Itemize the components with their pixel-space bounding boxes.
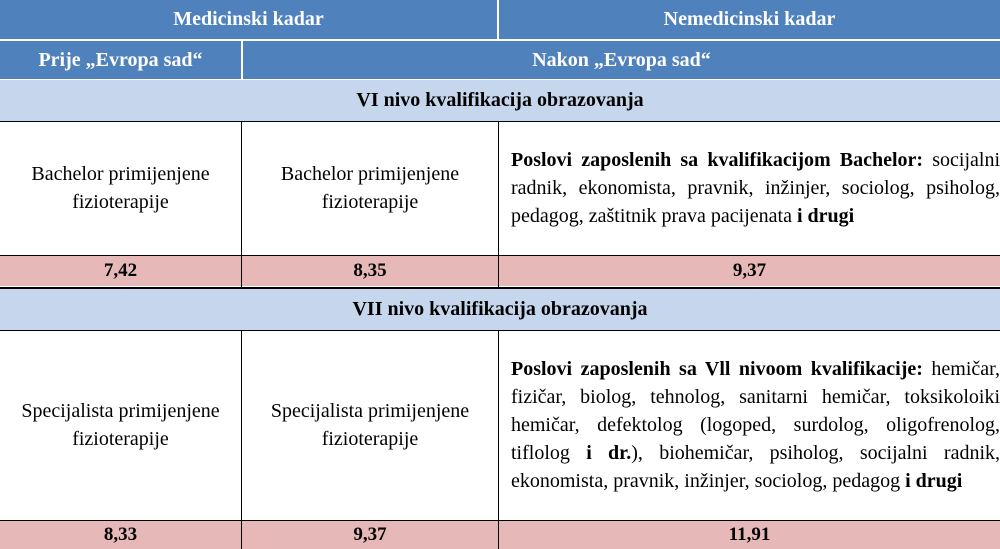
- grid-line: [0, 520, 1000, 521]
- vii-col3-end: i drugi: [905, 470, 963, 492]
- vi-value-nemedicinski: 9,37: [499, 256, 1000, 286]
- header-prije: Prije „Evropa sad“: [0, 41, 241, 79]
- vi-col3-text: [499, 122, 1000, 254]
- header-divider: [497, 0, 499, 39]
- vii-col1-text: Specijalista primijenjene fizioterapije: [21, 400, 220, 450]
- vi-col3-body: socijalni radnik, ekonomista, pravnik, inžinjer, sociolog, psiholog, pedagog, zaštitnik prava pacijenata: [511, 149, 1000, 227]
- grid-line: [0, 330, 1000, 331]
- vii-col3-body: hemičar, fizičar, biolog, tehnolog, sanitarni hemičar, toksikoloiki hemičar, defektolog (logoped, surdolog, oligofrenolog, tiflolog: [511, 358, 1000, 464]
- grid-line: [498, 121, 499, 288]
- vi-col3-heading: Poslovi zaposlenih sa kvalifikacijom Bachelor:: [511, 149, 924, 171]
- grid-line: [241, 330, 242, 549]
- grid-line: [0, 255, 1000, 256]
- header-nakon: Nakon „Evropa sad“: [243, 41, 1000, 79]
- header-nemedicinski: Nemedicinski kadar: [499, 0, 1000, 39]
- vii-value-nemedicinski: 11,91: [499, 521, 1000, 549]
- vi-col2-text: Bachelor primijenjene fizioterapije: [280, 163, 460, 213]
- section-title-vi: VI nivo kvalifikacija obrazovanja: [0, 80, 1000, 121]
- vii-col3-body2: ), biohemičar, psiholog, socijalni radnik, ekonomista, pravnik, inžinjer, sociolog, pedagog: [511, 442, 1000, 492]
- grid-line: [0, 287, 1000, 289]
- vii-col3-text: [499, 331, 1000, 519]
- grid-line: [498, 330, 499, 549]
- header-divider: [0, 39, 1000, 41]
- grid-line: [0, 121, 1000, 122]
- vi-col1-text: Bachelor primijenjene fizioterapije: [31, 163, 210, 213]
- vii-value-prije: 8,33: [0, 521, 241, 549]
- vi-value-nakon-medicinski: 8,35: [242, 256, 498, 286]
- header-medicinski: Medicinski kadar: [0, 0, 497, 39]
- vii-col3-mid: i dr.: [586, 442, 632, 464]
- header-divider: [241, 41, 243, 79]
- section-title-vii: VII nivo kvalifikacija obrazovanja: [0, 289, 1000, 330]
- grid-line: [241, 121, 242, 288]
- vi-value-prije: 7,42: [0, 256, 241, 286]
- vi-col3-end: i drugi: [797, 205, 855, 227]
- vii-col2-text: Specijalista primijenjene fizioterapije: [270, 400, 470, 450]
- vii-col3-heading: Poslovi zaposlenih sa Vll nivoom kvalifikacije:: [511, 358, 923, 380]
- vii-value-nakon-medicinski: 9,37: [242, 521, 498, 549]
